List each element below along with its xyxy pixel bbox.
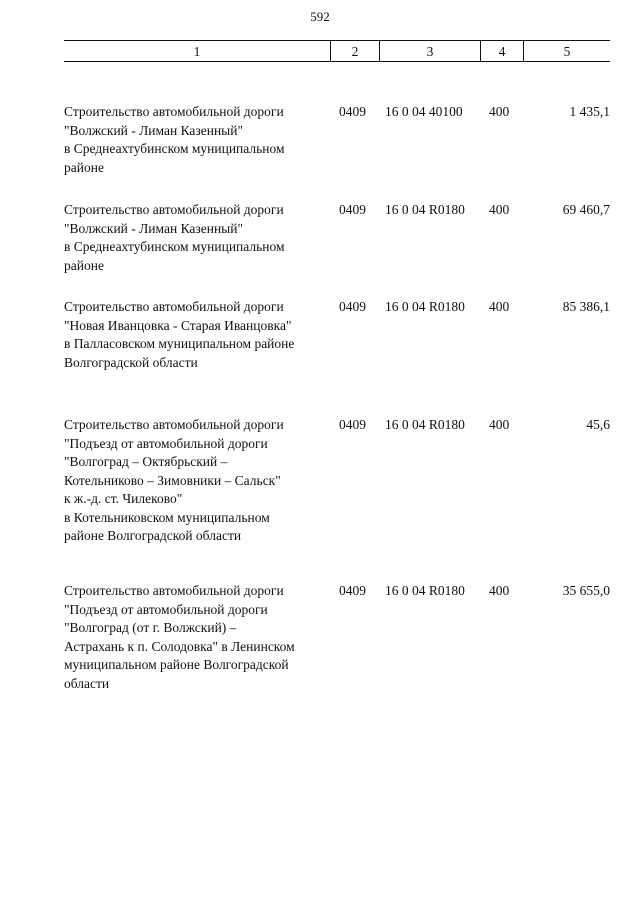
section-code: 0409	[339, 299, 366, 314]
amount: 69 460,7	[562, 202, 610, 217]
road-name: Строительство автомобильной дороги "Подъезд от автомобильной дороги "Волгоград (от г. Волжский) – Астрахань к п. Солодовка" в Ленинском муниципальном районе Волгоградской области	[64, 583, 295, 691]
page-number: 592	[310, 9, 330, 24]
section-code: 0409	[339, 417, 366, 432]
expense-type-code: 400	[489, 104, 510, 119]
target-article-code: 16 0 04 R0180	[385, 417, 465, 432]
column-header-4: 4	[480, 41, 523, 61]
target-article-code: 16 0 04 R0180	[385, 583, 465, 598]
expense-type-code: 400	[489, 299, 510, 314]
table-header	[64, 40, 610, 62]
section-code: 0409	[339, 583, 366, 598]
road-name: Строительство автомобильной дороги "Волжский - Лиман Казенный" в Среднеахтубинском муниципальном районе	[64, 202, 285, 273]
column-header-2: 2	[330, 41, 379, 61]
road-name: Строительство автомобильной дороги "Подъезд от автомобильной дороги "Волгоград – Октябрьский – Котельниково – Зимовники – Сальск" к ж.-д. ст. Чилеково" в Котельниковском муниципальном районе Волгоградской области	[64, 417, 284, 543]
section-code: 0409	[339, 104, 366, 119]
amount: 35 655,0	[562, 583, 610, 598]
column-header-1: 1	[193, 44, 201, 59]
expense-type-code: 400	[489, 417, 510, 432]
column-header-3: 3	[379, 41, 480, 61]
road-name: Строительство автомобильной дороги "Волжский - Лиман Казенный" в Среднеахтубинском муниципальном районе	[64, 104, 285, 175]
road-name: Строительство автомобильной дороги "Новая Иванцовка - Старая Иванцовка" в Палласовском муниципальном районе Волгоградской области	[64, 299, 295, 370]
amount: 85 386,1	[562, 299, 610, 314]
section-code: 0409	[339, 202, 366, 217]
column-header-5: 5	[523, 41, 610, 61]
target-article-code: 16 0 04 R0180	[385, 299, 465, 314]
target-article-code: 16 0 04 40100	[385, 104, 463, 119]
target-article-code: 16 0 04 R0180	[385, 202, 465, 217]
expense-type-code: 400	[489, 202, 510, 217]
amount: 1 435,1	[569, 104, 610, 119]
amount: 45,6	[586, 417, 610, 432]
expense-type-code: 400	[489, 583, 510, 598]
